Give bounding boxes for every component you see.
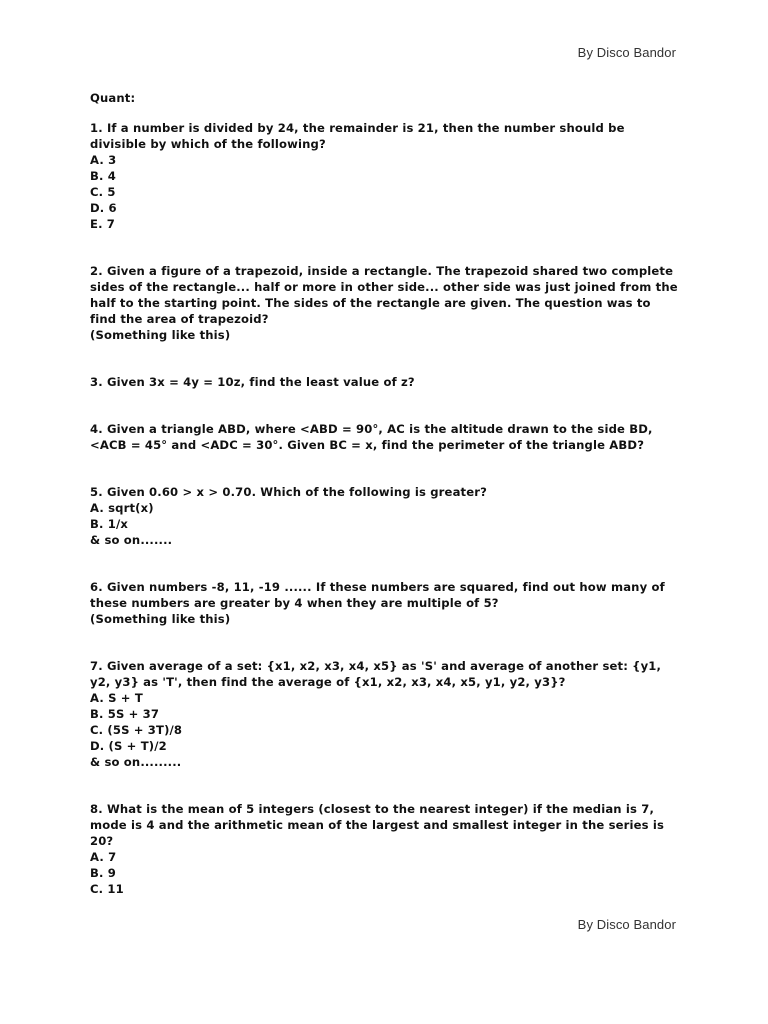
answer-option: A. 3 (90, 153, 117, 167)
answer-option: C. 5 (90, 185, 116, 199)
answer-option: B. 1/x (90, 517, 128, 531)
question-text: 5. Given 0.60 > x > 0.70. Which of the following is greater? (90, 485, 487, 499)
question-text: 2. Given a figure of a trapezoid, inside a rectangle. The trapezoid shared two complete sides of the rectangle... half or more in other side... other side was just joined from the half to the starting point. The sides of the rectangle are given. The question was to find the area of trapezoid? (90, 264, 682, 326)
answer-option: C. 11 (90, 882, 124, 896)
question-1 (90, 120, 680, 232)
page-header-author: By Disco Bandor (577, 45, 676, 60)
section-title: Quant: (90, 91, 136, 105)
answer-option: B. 4 (90, 169, 116, 183)
answer-option: E. 7 (90, 217, 116, 231)
answer-option: B. 5S + 37 (90, 707, 160, 721)
answer-option: A. 7 (90, 850, 117, 864)
question-3 (90, 374, 680, 390)
answer-option: D. 6 (90, 201, 117, 215)
question-6 (90, 579, 680, 627)
answer-option: B. 9 (90, 866, 116, 880)
answer-option: & so on......... (90, 755, 182, 769)
document-body (90, 90, 680, 897)
answer-option: & so on....... (90, 533, 173, 547)
question-2 (90, 263, 680, 343)
question-text: 1. If a number is divided by 24, the remainder is 21, then the number should be divisible by which of the following? (90, 121, 629, 151)
answer-option: C. (5S + 3T)/8 (90, 723, 183, 737)
question-text: 7. Given average of a set: {x1, x2, x3, x4, x5} as 'S' and average of another set: {y1, y2, y3} as 'T', then find the average of {x1, x2, x3, x4, x5, y1, y2, y3}? (90, 659, 666, 689)
question-text: 4. Given a triangle ABD, where <ABD = 90°, AC is the altitude drawn to the side BD, <ACB = 45° and <ADC = 30°. Given BC = x, find the perimeter of the triangle ABD? (90, 422, 657, 452)
page-footer-author: By Disco Bandor (577, 917, 676, 932)
answer-option: D. (S + T)/2 (90, 739, 167, 753)
question-8 (90, 801, 680, 897)
question-7 (90, 658, 680, 770)
question-note: (Something like this) (90, 328, 231, 342)
question-text: 6. Given numbers -8, 11, -19 ...... If these numbers are squared, find out how many of these numbers are greater by 4 when they are multiple of 5? (90, 580, 669, 610)
question-5 (90, 484, 680, 548)
answer-option: A. sqrt(x) (90, 501, 154, 515)
question-text: 8. What is the mean of 5 integers (closest to the nearest integer) if the median is 7, mode is 4 and the arithmetic mean of the largest and smallest integer in the series is 20? (90, 802, 669, 848)
answer-option: A. S + T (90, 691, 143, 705)
question-4 (90, 421, 680, 453)
question-note: (Something like this) (90, 612, 231, 626)
question-text: 3. Given 3x = 4y = 10z, find the least value of z? (90, 375, 415, 389)
